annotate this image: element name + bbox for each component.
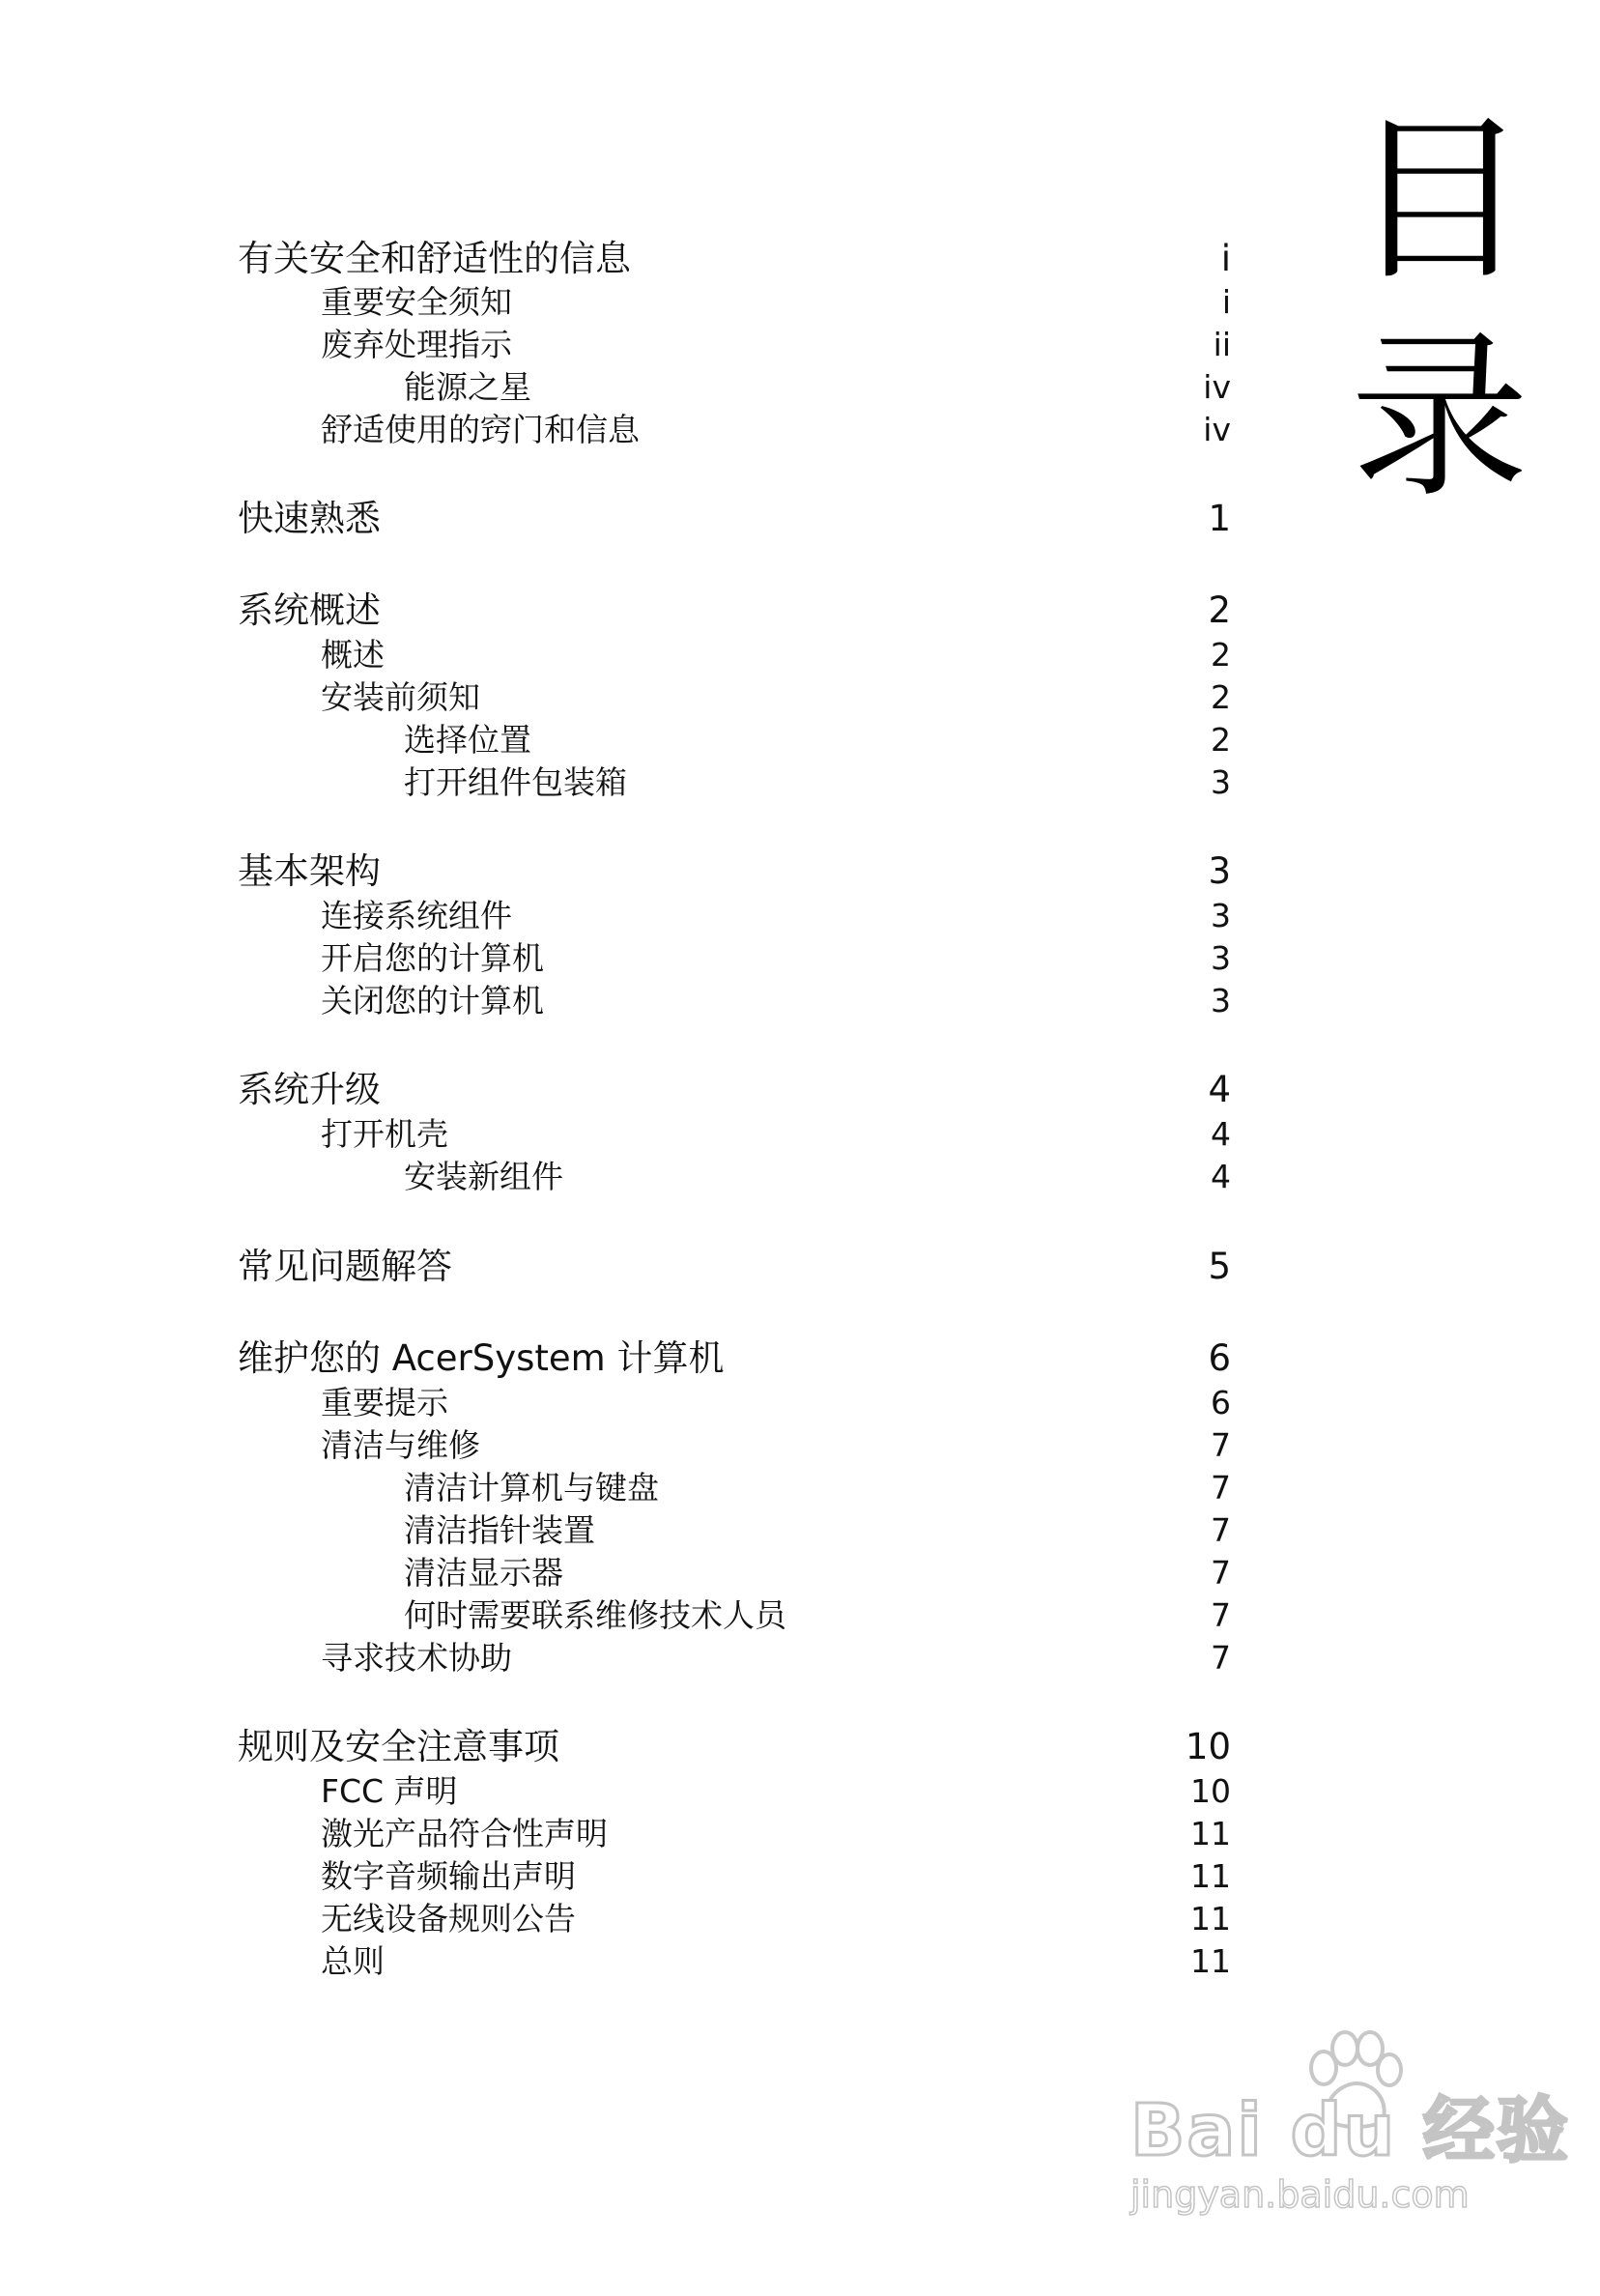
toc-entry-page-number: 2	[1211, 636, 1231, 674]
toc-entry-level-2	[0, 324, 1600, 366]
page-title-char-1: 目	[1350, 96, 1529, 304]
toc-entry-level-2	[0, 895, 1600, 937]
toc-entry-page-number: 1	[1208, 498, 1231, 539]
toc-entry-page-number: 3	[1211, 982, 1231, 1019]
toc-entry-title: 清洁显示器	[404, 1554, 563, 1592]
toc-entry-page-number: 7	[1211, 1426, 1231, 1464]
toc-entry-title: 维护您的 AcerSystem 计算机	[238, 1337, 725, 1379]
watermark-brand: Bai du 经验	[1130, 2089, 1570, 2172]
toc-entry-title: 清洁与维修	[321, 1426, 480, 1464]
toc-entry-page-number: i	[1220, 238, 1231, 279]
toc-entry-title: 何时需要联系维修技术人员	[404, 1596, 786, 1634]
toc-entry-title: 有关安全和舒适性的信息	[238, 238, 631, 279]
toc-entry-level-1	[0, 1726, 1600, 1768]
toc-entry-page-number: 5	[1208, 1246, 1231, 1287]
toc-entry-title: 开启您的计算机	[321, 939, 544, 977]
toc-entry-page-number: 2	[1208, 589, 1231, 631]
toc-entry-level-2	[0, 1382, 1600, 1424]
toc-entry-level-2	[0, 1770, 1600, 1813]
toc-entry-title: 打开机壳	[321, 1115, 448, 1153]
toc-entry-level-1	[0, 589, 1600, 632]
toc-entry-page-number: 6	[1211, 1384, 1231, 1421]
toc-entry-level-3	[0, 1509, 1600, 1552]
toc-entry-title: 无线设备规则公告	[321, 1900, 576, 1937]
toc-entry-page-number: iv	[1203, 411, 1231, 448]
toc-entry-title: 系统升级	[238, 1069, 381, 1110]
toc-entry-level-2	[0, 1940, 1600, 1983]
toc-entry-page-number: 11	[1190, 1900, 1231, 1937]
toc-entry-title: 能源之星	[404, 368, 531, 406]
toc-entry-level-2	[0, 937, 1600, 980]
toc-entry-page-number: iv	[1203, 368, 1231, 406]
toc-entry-level-1	[0, 850, 1600, 893]
toc-entry-page-number: 7	[1211, 1596, 1231, 1634]
toc-entry-title: 废弃处理指示	[321, 326, 512, 363]
toc-entry-level-2	[0, 1424, 1600, 1467]
toc-entry-level-2	[0, 634, 1600, 676]
toc-entry-page-number: ii	[1213, 326, 1231, 363]
toc-entry-title: 清洁指针装置	[404, 1511, 595, 1549]
toc-entry-title: FCC 声明	[321, 1772, 458, 1810]
toc-entry-title: 寻求技术协助	[321, 1639, 512, 1677]
toc-entry-page-number: 11	[1190, 1815, 1231, 1852]
toc-entry-level-1	[0, 1337, 1600, 1380]
toc-entry-page-number: 7	[1211, 1639, 1231, 1677]
toc-entry-title: 基本架构	[238, 850, 381, 892]
toc-entry-level-1	[0, 498, 1600, 540]
toc-entry-page-number: 10	[1190, 1772, 1231, 1810]
toc-entry-title: 安装前须知	[321, 678, 480, 716]
page-title-char-2: 录	[1350, 313, 1529, 522]
toc-entry-title: 选择位置	[404, 721, 531, 759]
toc-entry-page-number: 6	[1208, 1337, 1231, 1379]
toc-entry-page-number: 7	[1211, 1554, 1231, 1592]
toc-entry-page-number: 2	[1211, 721, 1231, 759]
toc-entry-title: 舒适使用的窍门和信息	[321, 411, 640, 448]
toc-entry-page-number: 4	[1211, 1115, 1231, 1153]
toc-entry-page-number: 4	[1211, 1158, 1231, 1195]
toc-entry-level-3	[0, 1467, 1600, 1509]
toc-entry-level-2	[0, 281, 1600, 324]
toc-entry-title: 清洁计算机与键盘	[404, 1469, 659, 1507]
toc-entry-page-number: 7	[1211, 1469, 1231, 1507]
toc-entry-level-2	[0, 1113, 1600, 1156]
toc-entry-title: 数字音频输出声明	[321, 1857, 576, 1895]
toc-entry-page-number: 7	[1211, 1511, 1231, 1549]
toc-entry-title: 连接系统组件	[321, 897, 512, 934]
toc-entry-level-3	[0, 1156, 1600, 1198]
toc-entry-level-3	[0, 761, 1600, 804]
toc-entry-level-1	[0, 1069, 1600, 1111]
toc-entry-title: 系统概述	[238, 589, 381, 631]
toc-entry-level-2	[0, 980, 1600, 1022]
toc-entry-title: 激光产品符合性声明	[321, 1815, 608, 1852]
toc-entry-page-number: 3	[1211, 897, 1231, 934]
toc-entry-title: 重要提示	[321, 1384, 448, 1421]
toc-entry-level-3	[0, 366, 1600, 409]
toc-entry-page-number: 10	[1185, 1726, 1231, 1767]
toc-entry-page-number: 11	[1190, 1942, 1231, 1980]
toc-entry-title: 重要安全须知	[321, 283, 512, 321]
toc-entry-page-number: 4	[1208, 1069, 1231, 1110]
toc-entry-title: 快速熟悉	[238, 498, 381, 539]
toc-entry-title: 规则及安全注意事项	[238, 1726, 559, 1767]
toc-entry-level-1	[0, 1246, 1600, 1288]
toc-entry-title: 常见问题解答	[238, 1246, 452, 1287]
toc-entry-title: 打开组件包装箱	[404, 763, 627, 801]
watermark-url: jingyan.baidu.com	[1130, 2173, 1470, 2216]
toc-entry-level-3	[0, 719, 1600, 761]
toc-entry-page-number: 2	[1211, 678, 1231, 716]
toc-entry-page-number: i	[1221, 283, 1231, 321]
toc-entry-level-3	[0, 1594, 1600, 1637]
toc-entry-title: 关闭您的计算机	[321, 982, 544, 1019]
toc-entry-level-3	[0, 1552, 1600, 1594]
toc-entry-title: 总则	[321, 1942, 385, 1980]
toc-entry-page-number: 11	[1190, 1857, 1231, 1895]
toc-entry-level-2	[0, 1898, 1600, 1940]
toc-entry-level-2	[0, 1813, 1600, 1855]
toc-entry-level-2	[0, 1855, 1600, 1898]
toc-entry-title: 概述	[321, 636, 385, 674]
toc-entry-level-2	[0, 1637, 1600, 1679]
toc-entry-page-number: 3	[1211, 939, 1231, 977]
toc-entry-page-number: 3	[1211, 763, 1231, 801]
toc-entry-page-number: 3	[1208, 850, 1231, 892]
baidu-jingyan-watermark	[1130, 2029, 1570, 2216]
toc-entry-title: 安装新组件	[404, 1158, 563, 1195]
toc-entry-level-2	[0, 409, 1600, 451]
toc-entry-level-1	[0, 238, 1600, 280]
toc-entry-level-2	[0, 676, 1600, 719]
